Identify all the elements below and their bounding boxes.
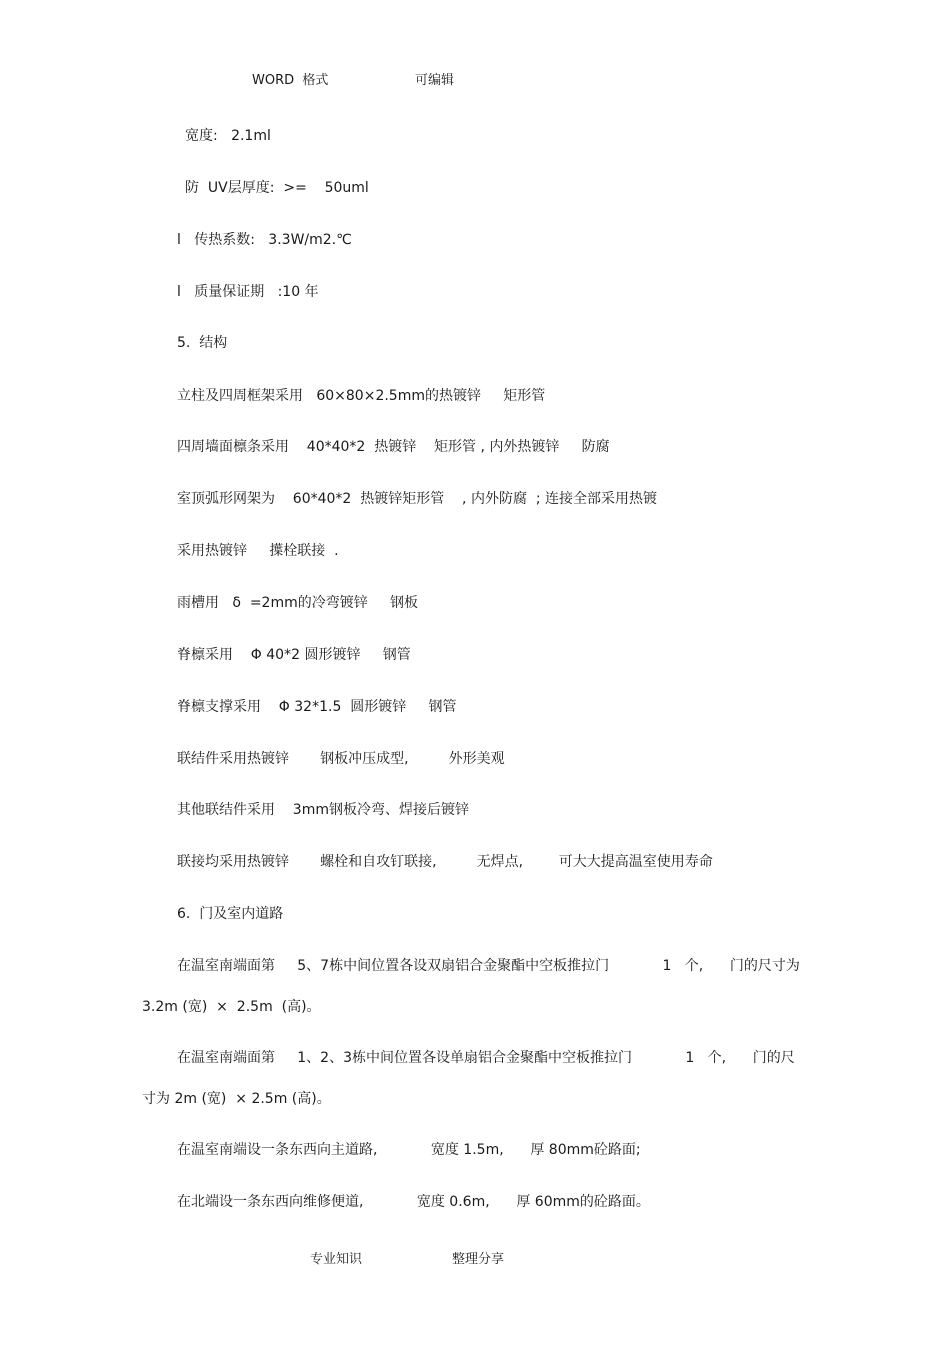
text-line: 立柱及四周框架采用 60×80×2.5mm的热镀锌 矩形管	[177, 388, 546, 404]
text-line: 联接均采用热镀锌 螺栓和自攻钉联接, 无焊点, 可大大提高温室使用寿命	[177, 854, 713, 870]
text-line: l 质量保证期 :10 年	[177, 284, 319, 300]
text-line: 寸为 2m (宽) × 2.5m (高)。	[142, 1091, 331, 1107]
text-line: 室顶弧形网架为 60*40*2 热镀锌矩形管 , 内外防腐 ; 连接全部采用热镀	[177, 491, 658, 507]
text-line: 联结件采用热镀锌 钢板冲压成型, 外形美观	[177, 751, 505, 767]
text-line: 在温室南端面第 5、7栋中间位置各设双扇铝合金聚酯中空板推拉门 1 个, 门的尺寸为	[177, 958, 800, 974]
footer-right: 整理分享	[452, 1252, 505, 1267]
text-line: 脊檩支撑采用 Φ 32*1.5 圆形镀锌 钢管	[177, 699, 457, 715]
text-line: 其他联结件采用 3mm钢板冷弯、焊接后镀锌	[177, 802, 469, 818]
text-line: 在北端设一条东西向维修便道, 宽度 0.6m, 厚 60mm的砼路面。	[177, 1194, 650, 1210]
text-line: 脊檩采用 Φ 40*2 圆形镀锌 钢管	[177, 647, 411, 663]
text-line: 在温室南端设一条东西向主道路, 宽度 1.5m, 厚 80mm砼路面;	[177, 1142, 641, 1158]
text-line: 3.2m (宽) × 2.5m (高)。	[142, 999, 321, 1015]
section-heading: 6. 门及室内道路	[177, 906, 284, 922]
header-left: WORD 格式	[252, 73, 329, 88]
text-line: 防 UV层厚度: >= 50uml	[185, 180, 369, 196]
footer-left: 专业知识	[310, 1252, 363, 1267]
text-line: l 传热系数: 3.3W/m2.℃	[177, 232, 352, 248]
section-heading: 5. 结构	[177, 335, 228, 351]
text-line: 采用热镀锌 擛栓联接 .	[177, 543, 339, 559]
text-line: 四周墙面檩条采用 40*40*2 热镀锌 矩形管 , 内外热镀锌 防腐	[177, 439, 610, 455]
text-line: 宽度: 2.1ml	[185, 128, 271, 144]
text-line: 雨槽用 δ =2mm的冷弯镀锌 钢板	[177, 595, 418, 611]
header-right: 可编辑	[415, 73, 455, 88]
text-line: 在温室南端面第 1、2、3栋中间位置各设单扇铝合金聚酯中空板推拉门 1 个, 门的尺	[177, 1050, 795, 1066]
